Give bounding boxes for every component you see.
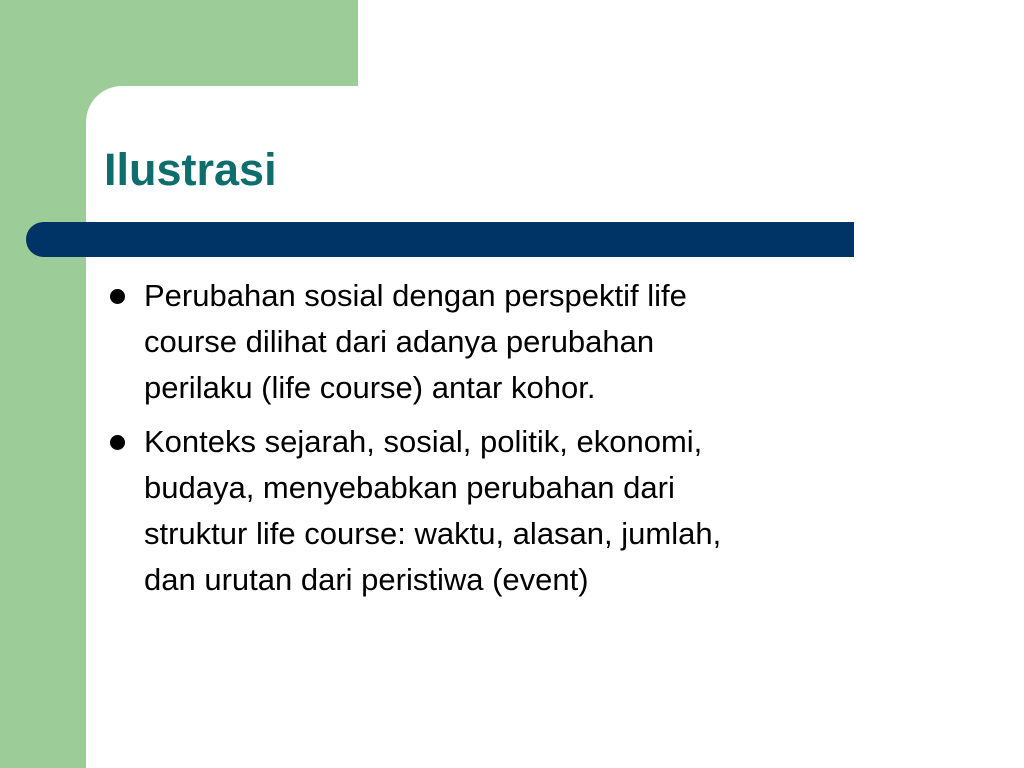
bullet-text-line: budaya, menyebabkan perubahan dari [144,470,675,505]
bullet-text-line: perilaku (life course) antar kohor. [144,370,596,405]
bullet-text-line: dan urutan dari peristiwa (event) [144,562,589,597]
bullet-text-line: course dilihat dari adanya perubahan [144,324,655,359]
bullet-text-line: Perubahan sosial dengan perspektif life [144,278,687,313]
bullet-item-2 [104,419,904,603]
bullet-dot-icon [110,289,125,304]
bullet-list [104,273,904,611]
slide-title: Ilustrasi [104,144,277,195]
bullet-text-line: Konteks sejarah, sosial, politik, ekonomi, [144,424,703,459]
bullet-item-1 [104,273,904,411]
bullet-dot-icon [110,435,125,450]
bullet-text-line: struktur life course: waktu, alasan, jumlah, [144,516,722,551]
title-underline-bar [26,222,854,257]
